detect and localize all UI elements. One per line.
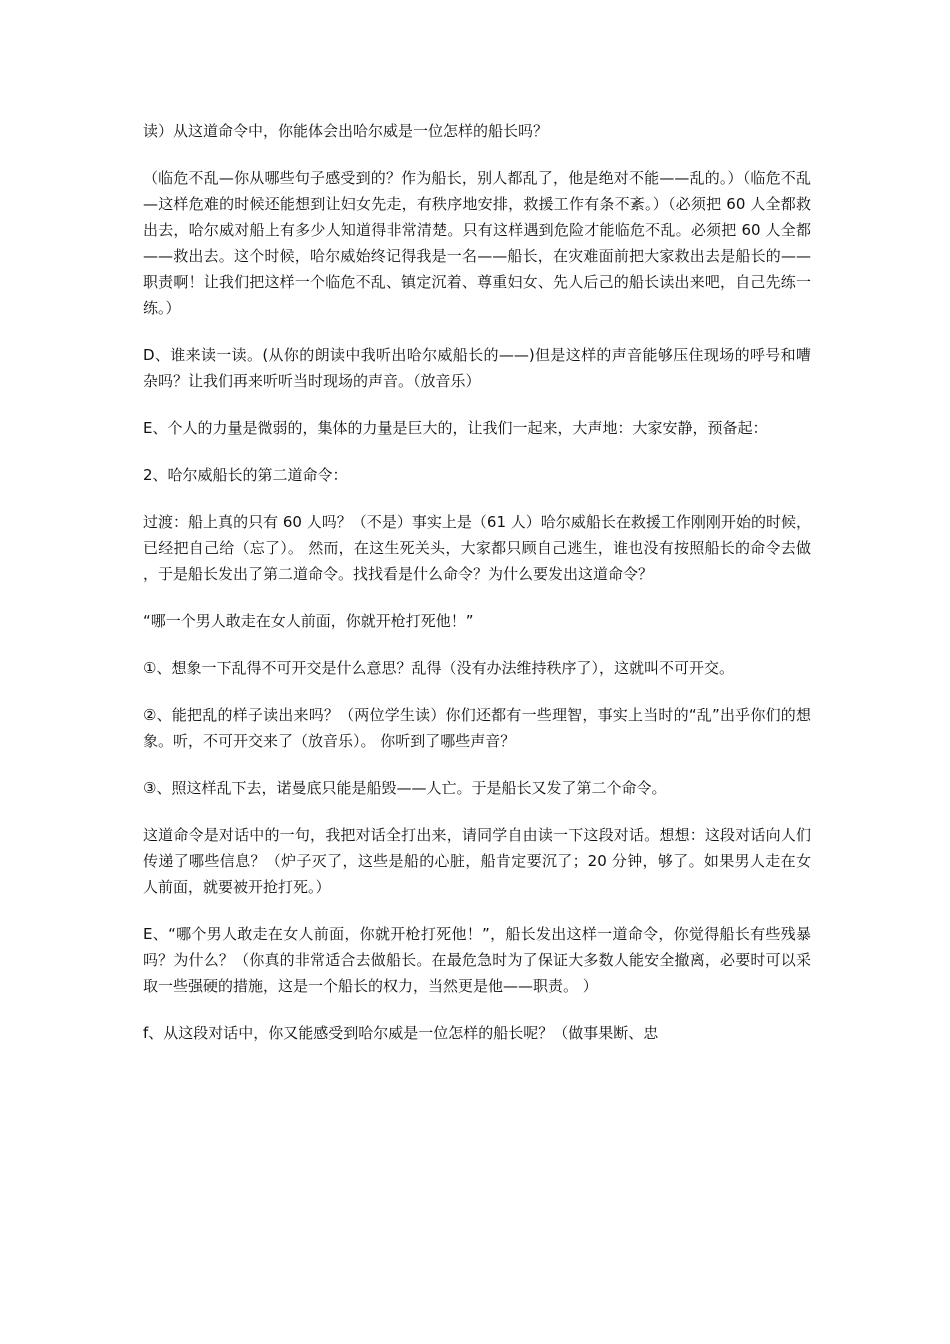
- paragraph-2: （临危不乱—你从哪些句子感受到的？作为船长，别人都乱了，他是绝对不能——乱的。）（临危不乱—这样危难的时候还能想到让妇女先走，有秩序地安排，救援工作有条不紊。）（必须把 60 人全都救出去，哈尔威对船上有多少人知道得非常清楚。只有这样遇到危险才能临危不乱。必须把 60 人全都——救出去。这个时候，哈尔威始终记得我是一名——船长，在灾难面前把大家救出去是船长的——职责啊！让我们把这样一个临危不乱、镇定沉着、尊重妇女、先人后己的船长读出来吧，自己先练一练。）: [143, 169, 811, 317]
- paragraph-1: 读）从这道命令中，你能体会出哈尔威是一位怎样的船长吗？: [143, 122, 549, 140]
- paragraph-5: 2、哈尔威船长的第二道命令：: [143, 466, 348, 484]
- paragraph-3: D、谁来读一读。(从你的朗读中我听出哈尔威船长的——)但是这样的声音能够压住现场的呼号和嘈杂吗？让我们再来听听当时现场的声音。（放音乐）: [143, 346, 811, 390]
- paragraph-9: ②、能把乱的样子读出来吗？（两位学生读）你们还都有一些理智，事实上当时的“乱”出乎你们的想象。听，不可开交来了（放音乐）。 你听到了哪些声音？: [143, 706, 811, 750]
- paragraph-8: ①、想象一下乱得不可开交是什么意思？乱得（没有办法维持秩序了），这就叫不可开交。: [143, 659, 734, 677]
- document-page: [143, 118, 811, 1067]
- paragraph-11: 这道命令是对话中的一句，我把对话全打出来，请同学自由读一下这段对话。想想：这段对话向人们传递了哪些信息？（炉子灭了，这些是船的心脏，船肯定要沉了；20 分钟，够了。如果男人走在女人前面，就要被开抢打死。）: [143, 826, 811, 896]
- paragraph-12: E、“哪个男人敢走在女人前面，你就开枪打死他！”，船长发出这样一道命令，你觉得船长有些残暴吗？为什么？（你真的非常适合去做船长。在最危急时为了保证大多数人能安全撤离，必要时可以采取一些强硬的措施，这是一个船长的权力，当然更是他——职责。 ）: [143, 925, 811, 995]
- paragraph-4: E、个人的力量是微弱的，集体的力量是巨大的，让我们一起来，大声地：大家安静，预备起：: [143, 419, 768, 437]
- paragraph-10: ③、照这样乱下去，诺曼底只能是船毁——人亡。于是船长又发了第二个命令。: [143, 779, 667, 797]
- paragraph-7: “哪一个男人敢走在女人前面，你就开枪打死他！”: [143, 612, 474, 630]
- paragraph-13: f、从这段对话中，你又能感受到哈尔威是一位怎样的船长呢？（做事果断、忠: [143, 1024, 659, 1042]
- paragraph-6: 过渡：船上真的只有 60 人吗？（不是）事实上是（61 人）哈尔威船长在救援工作刚刚开始的时候，已经把自己给（忘了）。 然而，在这生死关头，大家都只顾自己逃生，谁也没有按照船长的命令去做，于是船长发出了第二道命令。找找看是什么命令？为什么要发出这道命令？: [143, 513, 811, 583]
